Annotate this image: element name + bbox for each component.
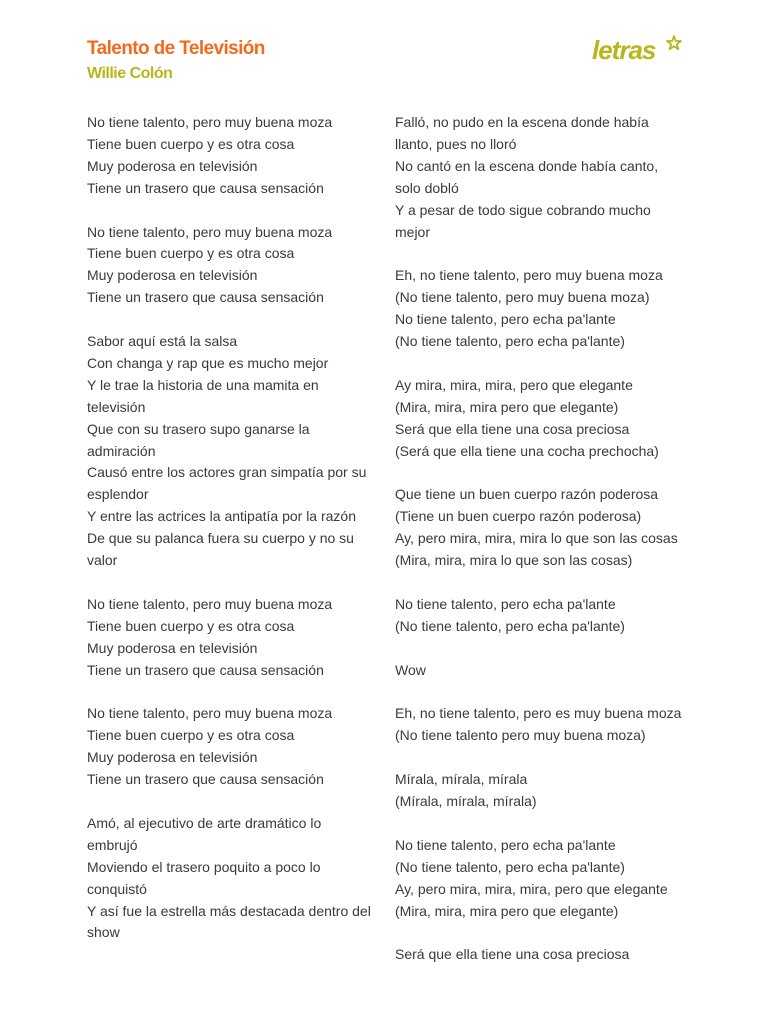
lyrics-stanza bbox=[395, 835, 695, 923]
lyric-line: televisión bbox=[87, 398, 146, 415]
artist-name: Willie Colón bbox=[87, 65, 173, 82]
lyric-line: Y le trae la historia de una mamita en bbox=[87, 376, 319, 393]
lyrics-stanza bbox=[87, 703, 377, 791]
lyric-line: llanto, pues no lloró bbox=[395, 135, 517, 152]
lyric-line: Tiene un trasero que causa sensación bbox=[87, 661, 324, 678]
lyric-line: No tiene talento, pero echa pa'lante bbox=[395, 595, 616, 612]
lyric-line: esplendor bbox=[87, 486, 149, 503]
lyrics-stanza bbox=[395, 375, 695, 463]
lyric-line: Tiene buen cuerpo y es otra cosa bbox=[87, 617, 295, 634]
lyric-line: show bbox=[87, 924, 120, 941]
lyric-line: Wow bbox=[395, 661, 426, 678]
lyrics-stanza bbox=[395, 112, 695, 243]
lyric-line: Muy poderosa en televisión bbox=[87, 639, 258, 656]
lyric-line: (No tiene talento pero muy buena moza) bbox=[395, 727, 646, 744]
lyric-line: (No tiene talento, pero echa pa'lante) bbox=[395, 858, 625, 875]
lyric-line: Causó entre los actores gran simpatía por su bbox=[87, 464, 367, 481]
lyric-line: conquistó bbox=[87, 880, 147, 897]
lyrics-stanza bbox=[87, 813, 377, 944]
lyric-line: (No tiene talento, pero echa pa'lante) bbox=[395, 333, 625, 350]
lyric-line: No tiene talento, pero muy buena moza bbox=[87, 223, 333, 240]
lyric-line: mejor bbox=[395, 223, 431, 240]
lyrics-stanza bbox=[87, 222, 377, 310]
lyric-line: solo dobló bbox=[395, 179, 459, 196]
lyric-line: admiración bbox=[87, 442, 156, 459]
lyric-line: (Tiene un buen cuerpo razón poderosa) bbox=[395, 508, 642, 525]
lyric-line: Que tiene un buen cuerpo razón poderosa bbox=[395, 486, 659, 503]
lyric-line: (Mira, mira, mira lo que son las cosas) bbox=[395, 552, 633, 569]
lyric-line: No tiene talento, pero muy buena moza bbox=[87, 705, 333, 722]
lyric-line: Mírala, mírala, mírala bbox=[395, 771, 528, 788]
lyric-line: De que su palanca fuera su cuerpo y no su bbox=[87, 530, 354, 547]
song-title: Talento de Televisión bbox=[87, 38, 265, 59]
lyrics-column-right bbox=[395, 112, 695, 988]
lyrics-stanza bbox=[395, 484, 695, 572]
lyric-line: Será que ella tiene una cosa preciosa bbox=[395, 946, 630, 963]
lyric-line: (Mírala, mírala, mírala) bbox=[395, 792, 537, 809]
song-header bbox=[87, 36, 265, 86]
lyric-line: Ay, pero mira, mira, mira lo que son las cosas bbox=[395, 530, 678, 547]
lyrics-stanza bbox=[395, 944, 695, 966]
lyric-line: Muy poderosa en televisión bbox=[87, 267, 258, 284]
lyric-line: No tiene talento, pero muy buena moza bbox=[87, 595, 333, 612]
lyrics-stanza bbox=[87, 331, 377, 572]
lyrics-column-left bbox=[87, 112, 377, 966]
lyric-line: Tiene buen cuerpo y es otra cosa bbox=[87, 727, 295, 744]
lyric-line: Con changa y rap que es mucho mejor bbox=[87, 354, 329, 371]
lyric-line: No cantó en la escena donde había canto, bbox=[395, 157, 659, 174]
lyric-line: Tiene un trasero que causa sensación bbox=[87, 771, 324, 788]
lyric-line: Moviendo el trasero poquito a poco lo bbox=[87, 858, 321, 875]
lyric-line: (No tiene talento, pero muy buena moza) bbox=[395, 289, 650, 306]
lyric-line: Y entre las actrices la antipatía por la razón bbox=[87, 508, 357, 525]
lyric-line: (Será que ella tiene una cocha prechocha) bbox=[395, 442, 659, 459]
logo-text: letras bbox=[592, 35, 656, 65]
lyric-line: Será que ella tiene una cosa preciosa bbox=[395, 420, 630, 437]
lyric-line: Sabor aquí está la salsa bbox=[87, 333, 238, 350]
lyric-line: Falló, no pudo en la escena donde había bbox=[395, 114, 649, 130]
lyric-line: No tiene talento, pero echa pa'lante bbox=[395, 836, 616, 853]
lyrics-stanza bbox=[395, 594, 695, 638]
lyrics-stanza bbox=[395, 769, 695, 813]
lyrics-stanza bbox=[87, 112, 377, 200]
lyric-line: No tiene talento, pero echa pa'lante bbox=[395, 311, 616, 328]
lyric-line: (Mira, mira, mira pero que elegante) bbox=[395, 398, 619, 415]
lyric-line: Eh, no tiene talento, pero muy buena moza bbox=[395, 267, 663, 284]
lyric-line: Tiene un trasero que causa sensación bbox=[87, 289, 324, 306]
lyrics-stanza bbox=[395, 265, 695, 353]
lyric-line: (No tiene talento, pero echa pa'lante) bbox=[395, 617, 625, 634]
lyric-line: Eh, no tiene talento, pero es muy buena moza bbox=[395, 705, 682, 722]
lyric-line: No tiene talento, pero muy buena moza bbox=[87, 114, 333, 130]
letras-logo[interactable] bbox=[590, 30, 682, 70]
lyric-line: Ay, pero mira, mira, mira, pero que elegante bbox=[395, 880, 668, 897]
lyric-line: Y así fue la estrella más destacada dentro del bbox=[87, 902, 371, 919]
star-icon bbox=[667, 36, 681, 49]
lyrics-stanza bbox=[395, 703, 695, 747]
lyric-line: Tiene buen cuerpo y es otra cosa bbox=[87, 245, 295, 262]
lyrics-stanza bbox=[395, 660, 695, 682]
lyric-line: Ay mira, mira, mira, pero que elegante bbox=[395, 376, 633, 393]
lyrics-stanza bbox=[87, 594, 377, 682]
lyric-line: Tiene buen cuerpo y es otra cosa bbox=[87, 135, 295, 152]
lyric-line: Muy poderosa en televisión bbox=[87, 157, 258, 174]
lyric-line: valor bbox=[87, 552, 118, 569]
lyric-line: Que con su trasero supo ganarse la bbox=[87, 420, 310, 437]
lyric-line: (Mira, mira, mira pero que elegante) bbox=[395, 902, 619, 919]
lyric-line: Muy poderosa en televisión bbox=[87, 749, 258, 766]
lyric-line: Tiene un trasero que causa sensación bbox=[87, 179, 324, 196]
lyric-line: Y a pesar de todo sigue cobrando mucho bbox=[395, 201, 651, 218]
lyric-line: embrujó bbox=[87, 836, 138, 853]
lyric-line: Amó, al ejecutivo de arte dramático lo bbox=[87, 814, 322, 831]
